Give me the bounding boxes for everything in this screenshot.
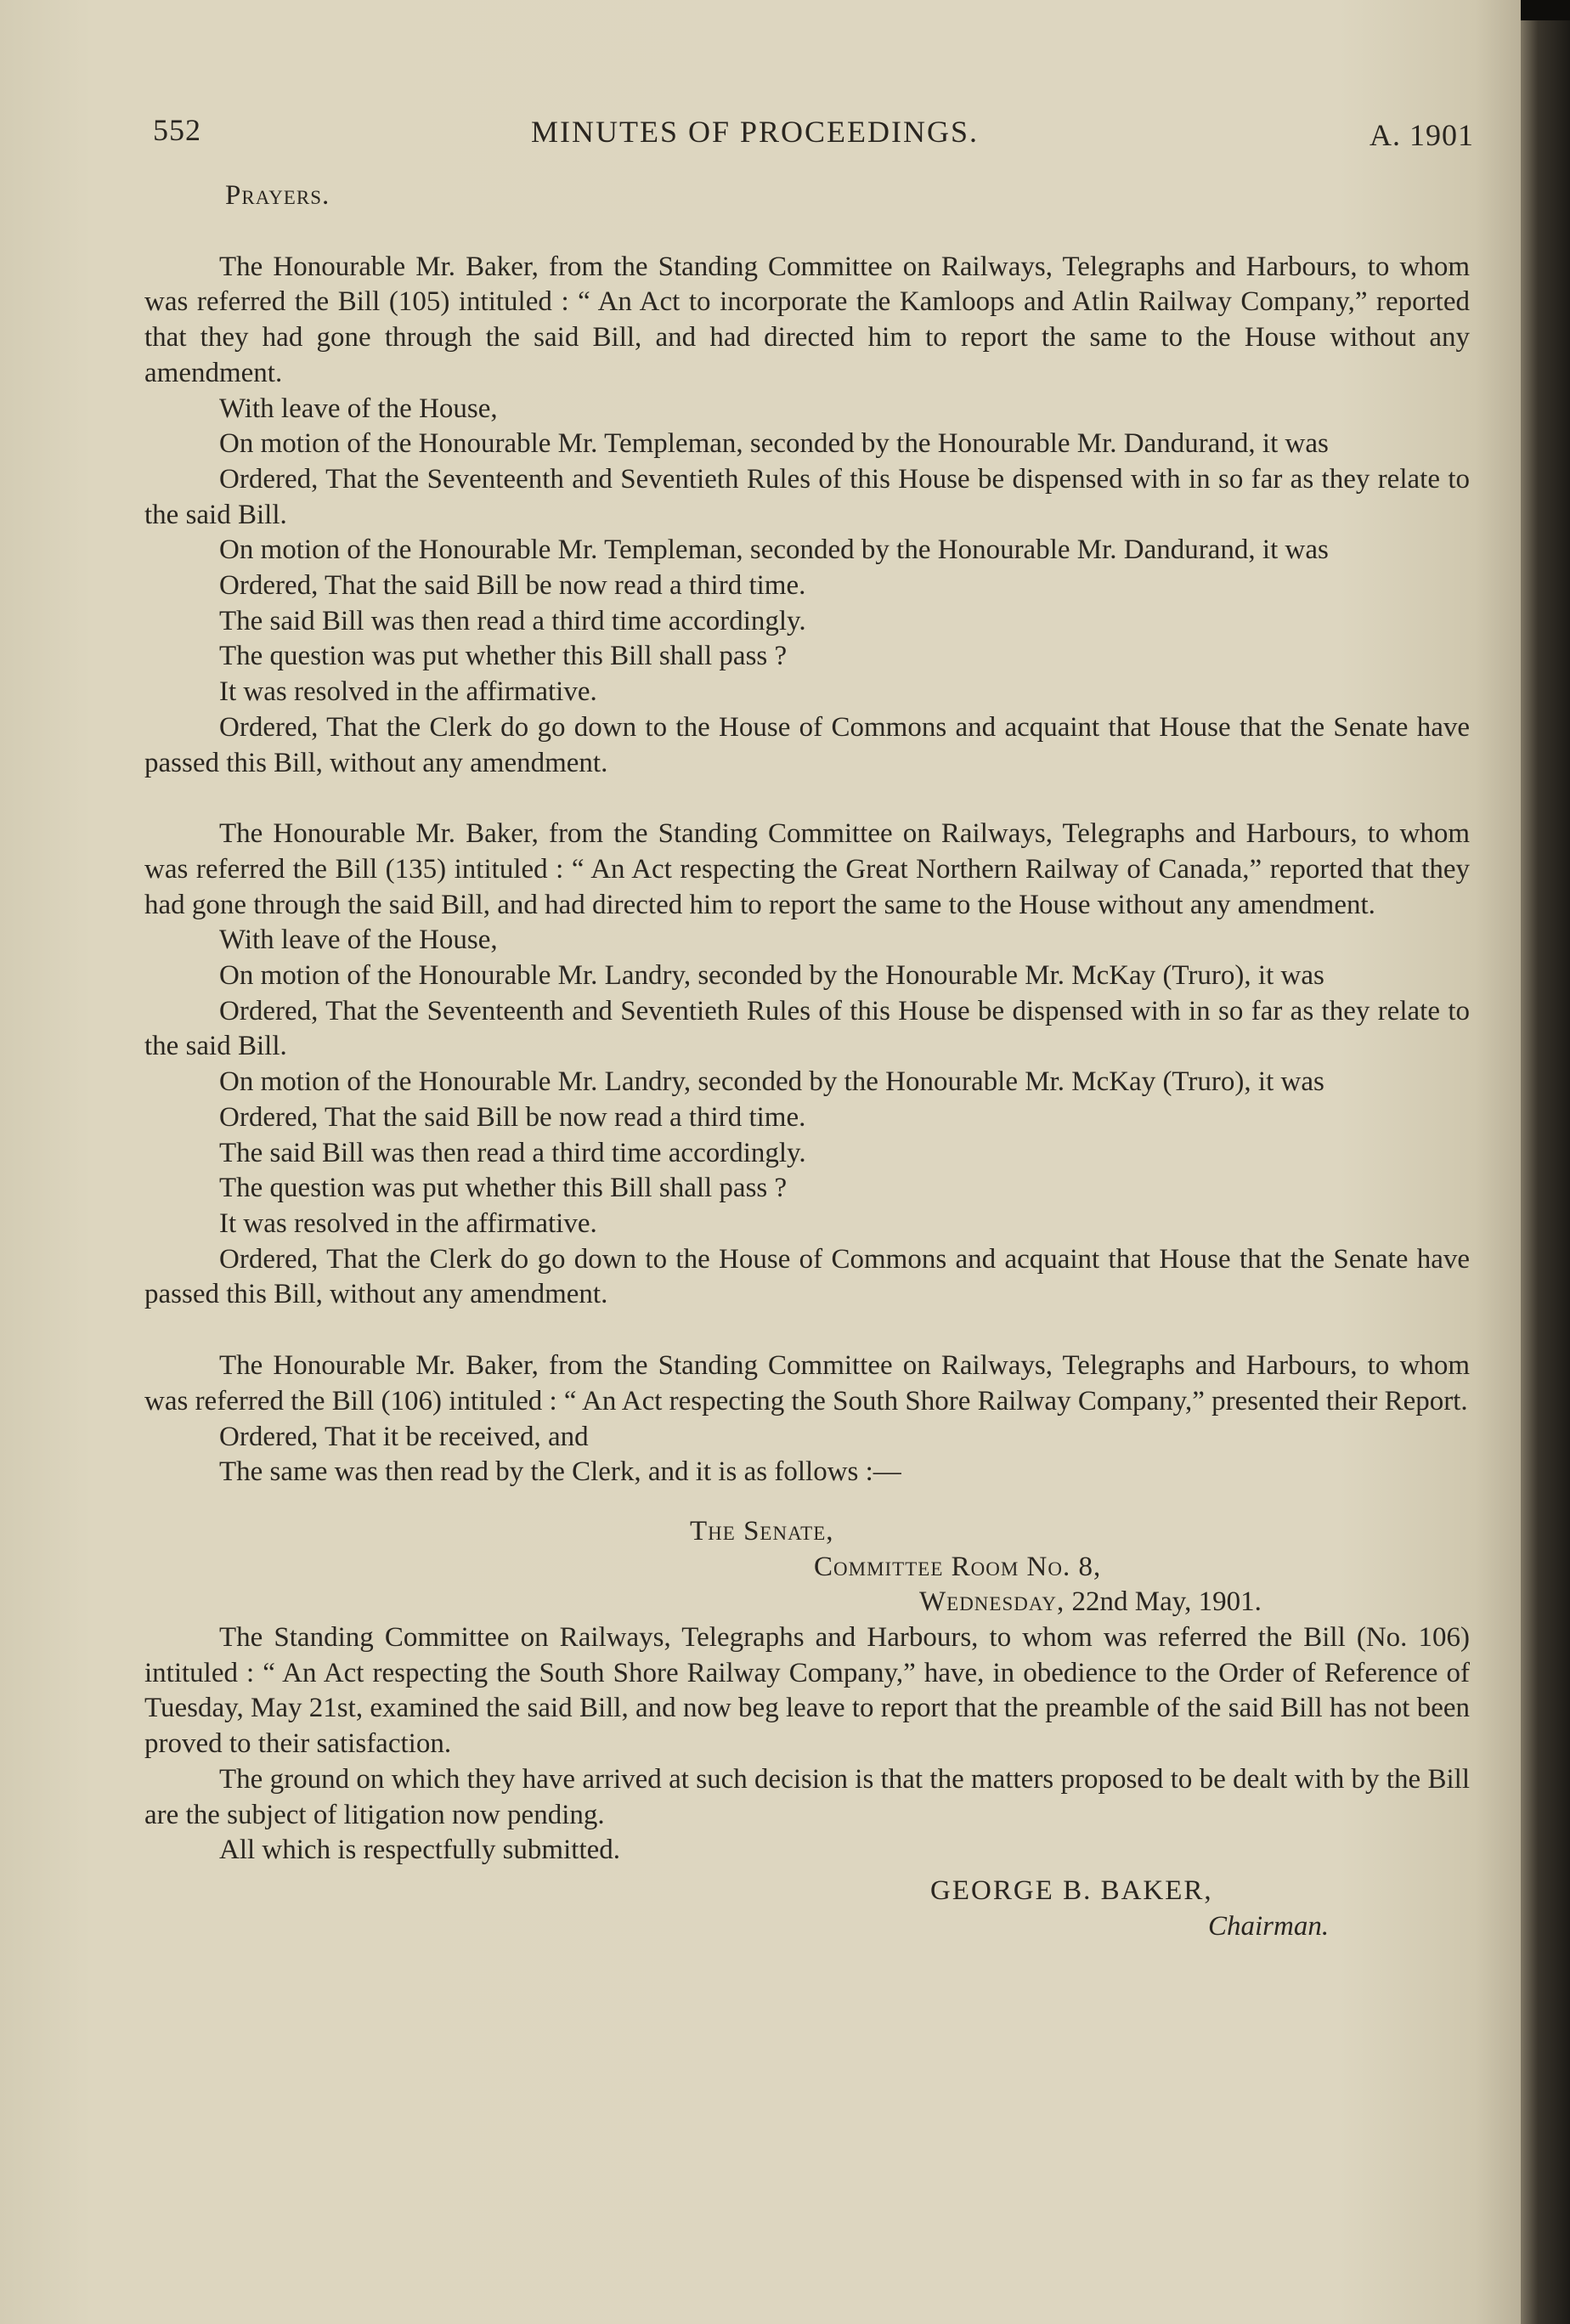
paragraph: Ordered, That the said Bill be now read a third time.: [219, 570, 806, 602]
paragraph: The said Bill was then read a third time accordingly.: [219, 1137, 806, 1168]
report-senate: The Senate,: [690, 1515, 834, 1547]
paragraph: It was resolved in the affirmative.: [219, 1207, 597, 1239]
committee-report: [144, 1514, 1470, 1944]
paragraph: The Honourable Mr. Baker, from the Standing Committee on Railways, Telegraphs and Harbours, to whom was referred the Bill (135) intituled : “ An Act respecting the Great Northern Railway of Canada,” reported that they had gone through the said Bill, and had directed him to report the same to the House without any amendment.: [144, 818, 1470, 920]
paragraph: The Honourable Mr. Baker, from the Standing Committee on Railways, Telegraphs and Harbours, to whom was referred the Bill (105) intituled : “ An Act to incorporate the Kamloops and Atlin Railway Company,” reported that they had gone through the said Bill, and had directed him to report the same to the House without any amendment.: [144, 251, 1470, 388]
paragraph: The Standing Committee on Railways, Telegraphs and Harbours, to whom was referred the Bill (No. 106) intituled : “ An Act respecting the South Shore Railway Company,” have, in obedience to the Order of Reference of Tuesday, May 21st, examined the said Bill, and now beg leave to report that the preamble of the said Bill has not been proved to their satisfaction.: [144, 1622, 1470, 1760]
paragraph: On motion of the Honourable Mr. Landry, seconded by the Honourable Mr. McKay (Truro), it was: [219, 960, 1324, 992]
paragraph: The same was then read by the Clerk, and it is as follows :—: [219, 1456, 901, 1488]
page-title: MINUTES OF PROCEEDINGS.: [531, 115, 980, 149]
chairman-title: Chairman.: [1208, 1910, 1330, 1942]
book-spine-edge: [1521, 0, 1570, 2324]
report-room: Committee Room No. 8,: [814, 1551, 1102, 1582]
paragraph: Ordered, That the Clerk do go down to the House of Commons and acquaint that House that the Senate have passed this Bill, without any amendment.: [144, 711, 1470, 778]
paragraph: The ground on which they have arrived at such decision is that the matters proposed to be dealt with by the Bill are the subject of litigation now pending.: [144, 1763, 1470, 1830]
paragraph: The question was put whether this Bill shall pass ?: [219, 1173, 788, 1204]
report-date: 22nd May, 1901.: [1071, 1586, 1262, 1618]
paragraph: Ordered, That the Seventeenth and Seventieth Rules of this House be dispensed with in so far as they relate to the said Bill.: [144, 995, 1470, 1062]
page-body: [144, 178, 1470, 1944]
spine-tab: [1521, 0, 1570, 20]
paragraph: Ordered, That the said Bill be now read a third time.: [219, 1101, 806, 1133]
paragraph: With leave of the House,: [219, 393, 498, 424]
bill-135-section: [144, 817, 1470, 1313]
page-number: 552: [153, 113, 201, 147]
paragraph: The question was put whether this Bill shall pass ?: [219, 641, 788, 672]
paragraph: All which is respectfully submitted.: [219, 1835, 621, 1866]
prayers-heading: Prayers.: [225, 180, 330, 211]
bill-105-section: [144, 250, 1470, 782]
paragraph: The said Bill was then read a third time accordingly.: [219, 605, 806, 636]
paragraph: On motion of the Honourable Mr. Landry, seconded by the Honourable Mr. McKay (Truro), it was: [219, 1066, 1324, 1098]
signature: GEORGE B. BAKER,: [930, 1874, 1213, 1906]
paragraph: Ordered, That the Clerk do go down to the House of Commons and acquaint that House that the Senate have passed this Bill, without any amendment.: [144, 1243, 1470, 1310]
paragraph: With leave of the House,: [219, 925, 498, 956]
paragraph: On motion of the Honourable Mr. Templeman, seconded by the Honourable Mr. Dandurand, it was: [219, 428, 1329, 460]
paragraph: Ordered, That the Seventeenth and Seventieth Rules of this House be dispensed with in so far as they relate to the said Bill.: [144, 463, 1470, 530]
paragraph: Ordered, That it be received, and: [219, 1421, 589, 1452]
report-weekday: Wednesday,: [919, 1586, 1065, 1618]
paragraph: The Honourable Mr. Baker, from the Standing Committee on Railways, Telegraphs and Harbours, to whom was referred the Bill (106) intituled : “ An Act respecting the South Shore Railway Company,” presented their Report.: [144, 1350, 1470, 1416]
paragraph: It was resolved in the affirmative.: [219, 676, 597, 708]
paragraph: On motion of the Honourable Mr. Templeman, seconded by the Honourable Mr. Dandurand, it was: [219, 534, 1329, 566]
running-header: [153, 112, 1474, 155]
bill-106-section: [144, 1349, 1470, 1490]
report-dateline: [144, 1585, 1470, 1620]
session-year: A. 1901: [1370, 118, 1474, 152]
